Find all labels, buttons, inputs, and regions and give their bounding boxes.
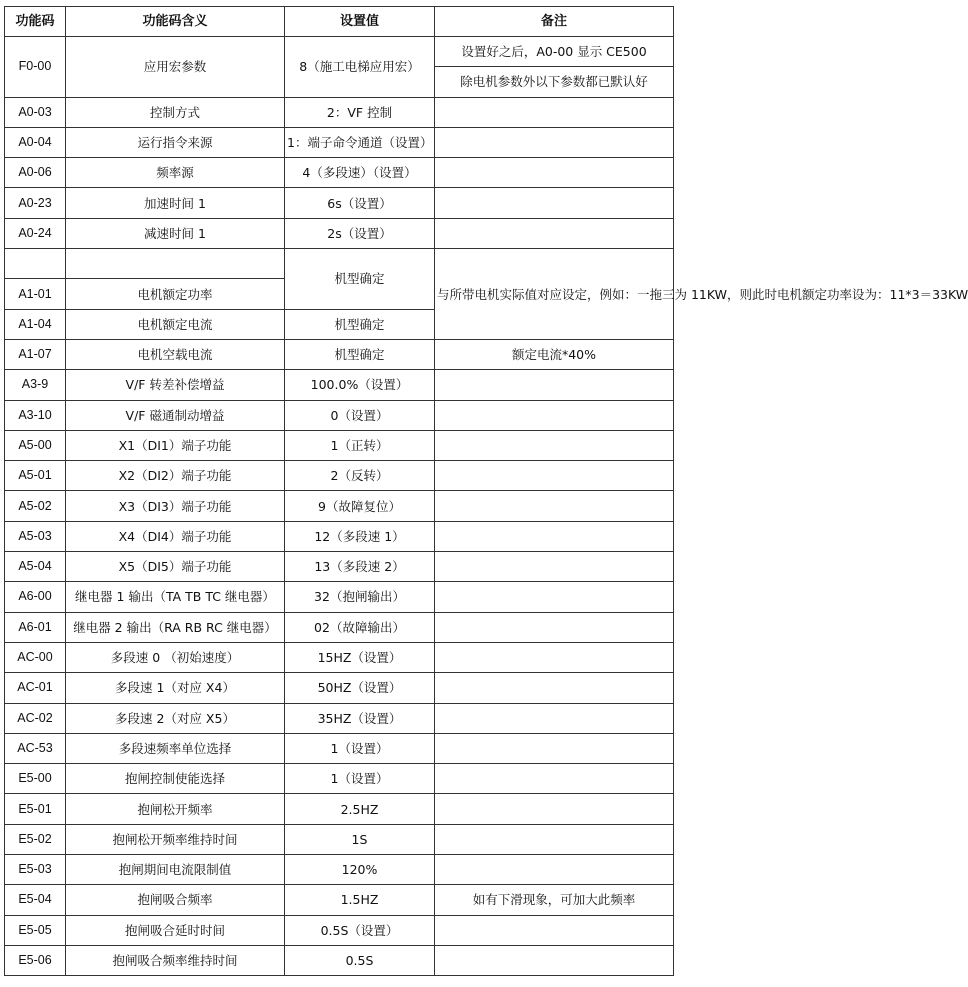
cell-meaning: 多段速 0 （初始速度） (66, 642, 285, 672)
cell-value: 1（正转） (285, 430, 435, 460)
cell-code: A6-01 (5, 612, 66, 642)
cell-code: E5-04 (5, 885, 66, 915)
parameter-rows (5, 370, 674, 976)
cell-meaning: X1（DI1）端子功能 (66, 430, 285, 460)
cell-code: A5-00 (5, 430, 66, 460)
cell-meaning: 频率源 (66, 158, 285, 188)
table-row (5, 218, 674, 248)
table-row (5, 188, 674, 218)
table-row-a1-07 (5, 339, 674, 369)
cell-remark (435, 521, 674, 551)
cell-code: A1-04 (5, 309, 66, 339)
cell-remark: 额定电流*40% (435, 339, 674, 369)
cell-remark-motor-note: 与所带电机实际值对应设定，例如：一拖三为 11KW，则此时电机额定功率设为：11*3＝33KW (435, 249, 674, 340)
cell-meaning: 多段速 1（对应 X4） (66, 673, 285, 703)
cell-meaning: 运行指令来源 (66, 127, 285, 157)
cell-meaning: V/F 转差补偿增益 (66, 370, 285, 400)
cell-code: AC-02 (5, 703, 66, 733)
cell-value: 1（设置） (285, 733, 435, 763)
cell-code: AC-00 (5, 642, 66, 672)
cell-value: 2：VF 控制 (285, 97, 435, 127)
cell-meaning: V/F 磁通制动增益 (66, 400, 285, 430)
cell-remark (435, 733, 674, 763)
table-row (5, 461, 674, 491)
cell-meaning: 多段速 2（对应 X5） (66, 703, 285, 733)
cell-remark (435, 461, 674, 491)
table-row (5, 824, 674, 854)
cell-value: 50HZ（设置） (285, 673, 435, 703)
cell-value: 13（多段速 2） (285, 552, 435, 582)
cell-value: 1.5HZ (285, 885, 435, 915)
cell-remark (435, 945, 674, 975)
cell-meaning: 抱闸控制使能选择 (66, 764, 285, 794)
header-code: 功能码 (5, 7, 66, 37)
cell-remark (435, 642, 674, 672)
cell-value: 8（施工电梯应用宏） (285, 37, 435, 98)
cell-remark (435, 400, 674, 430)
cell-meaning: 抱闸吸合延时时间 (66, 915, 285, 945)
cell-code: A0-06 (5, 158, 66, 188)
cell-code: A1-01 (5, 279, 66, 309)
cell-code: E5-01 (5, 794, 66, 824)
cell-code: A0-03 (5, 97, 66, 127)
cell-meaning: 应用宏参数 (66, 37, 285, 98)
cell-value: 机型确定 (285, 339, 435, 369)
cell-code: AC-53 (5, 733, 66, 763)
table-row (5, 430, 674, 460)
cell-value: 100.0%（设置） (285, 370, 435, 400)
cell-meaning: 加速时间 1 (66, 188, 285, 218)
cell-value: 机型确定 (285, 309, 435, 339)
table-row (5, 794, 674, 824)
cell-remark (435, 188, 674, 218)
table-row (5, 764, 674, 794)
cell-value: 1：端子命令通道（设置） (285, 127, 435, 157)
cell-remark (435, 370, 674, 400)
cell-value: 2.5HZ (285, 794, 435, 824)
table-row (5, 552, 674, 582)
cell-remark (435, 552, 674, 582)
table-row (5, 97, 674, 127)
cell-remark (435, 582, 674, 612)
cell-code: A1-07 (5, 339, 66, 369)
cell-code: A0-24 (5, 218, 66, 248)
cell-meaning: X5（DI5）端子功能 (66, 552, 285, 582)
cell-code: E5-06 (5, 945, 66, 975)
cell-remark: 如有下滑现象，可加大此频率 (435, 885, 674, 915)
table-row (5, 370, 674, 400)
cell-value: 35HZ（设置） (285, 703, 435, 733)
cell-value: 0.5S（设置） (285, 915, 435, 945)
table-row (5, 855, 674, 885)
cell-value: 9（故障复位） (285, 491, 435, 521)
cell-value: 6s（设置） (285, 188, 435, 218)
parameter-table (4, 6, 968, 976)
cell-remark (435, 764, 674, 794)
cell-code: E5-00 (5, 764, 66, 794)
cell-meaning: 控制方式 (66, 97, 285, 127)
cell-value: 2s（设置） (285, 218, 435, 248)
cell-meaning: 电机空载电流 (66, 339, 285, 369)
cell-code-empty (5, 249, 66, 279)
table-row-blank (5, 249, 674, 279)
cell-code: E5-05 (5, 915, 66, 945)
cell-meaning: 电机额定功率 (66, 279, 285, 309)
cell-code: A5-03 (5, 521, 66, 551)
cell-meaning: 抱闸吸合频率维持时间 (66, 945, 285, 975)
cell-value: 15HZ（设置） (285, 642, 435, 672)
cell-value: 120% (285, 855, 435, 885)
header-value: 设置值 (285, 7, 435, 37)
cell-value: 1（设置） (285, 764, 435, 794)
cell-remark (435, 430, 674, 460)
cell-meaning-empty (66, 249, 285, 279)
table-row (5, 521, 674, 551)
table-row (5, 127, 674, 157)
cell-remark (435, 824, 674, 854)
cell-remark (435, 915, 674, 945)
cell-code: F0-00 (5, 37, 66, 98)
cell-meaning: 抱闸吸合频率 (66, 885, 285, 915)
cell-meaning: X4（DI4）端子功能 (66, 521, 285, 551)
table-row (5, 885, 674, 915)
table-row (5, 945, 674, 975)
cell-remark (435, 794, 674, 824)
cell-remark (435, 97, 674, 127)
header-meaning: 功能码含义 (66, 7, 285, 37)
table-row (5, 582, 674, 612)
cell-remark: 设置好之后，A0-00 显示 CE500 (435, 37, 674, 67)
table-row (5, 612, 674, 642)
cell-remark (435, 703, 674, 733)
cell-remark: 除电机参数外以下参数都已默认好 (435, 67, 674, 97)
cell-code: A6-00 (5, 582, 66, 612)
cell-meaning: 减速时间 1 (66, 218, 285, 248)
cell-meaning: X3（DI3）端子功能 (66, 491, 285, 521)
cell-meaning: 电机额定电流 (66, 309, 285, 339)
table-row (5, 733, 674, 763)
cell-code: A5-04 (5, 552, 66, 582)
cell-meaning: 抱闸松开频率维持时间 (66, 824, 285, 854)
cell-code: A3-10 (5, 400, 66, 430)
cell-value: 02（故障输出） (285, 612, 435, 642)
cell-value: 1S (285, 824, 435, 854)
cell-remark (435, 127, 674, 157)
cell-meaning: 继电器 2 输出（RA RB RC 继电器） (66, 612, 285, 642)
cell-code: A0-04 (5, 127, 66, 157)
cell-value: 4（多段速）（设置） (285, 158, 435, 188)
cell-remark (435, 855, 674, 885)
cell-meaning: 多段速频率单位选择 (66, 733, 285, 763)
table-row (5, 158, 674, 188)
cell-code: A0-23 (5, 188, 66, 218)
cell-value: 12（多段速 1） (285, 521, 435, 551)
cell-meaning: 抱闸期间电流限制值 (66, 855, 285, 885)
table-row (5, 915, 674, 945)
table-row (5, 673, 674, 703)
cell-value: 机型确定 (285, 249, 435, 310)
cell-code: E5-03 (5, 855, 66, 885)
cell-value: 0（设置） (285, 400, 435, 430)
cell-remark (435, 218, 674, 248)
cell-code: E5-02 (5, 824, 66, 854)
cell-code: AC-01 (5, 673, 66, 703)
table-row (5, 703, 674, 733)
cell-remark (435, 158, 674, 188)
cell-code: A5-01 (5, 461, 66, 491)
table-row (5, 642, 674, 672)
cell-value: 2（反转） (285, 461, 435, 491)
cell-code: A3-9 (5, 370, 66, 400)
table-row (5, 491, 674, 521)
cell-meaning: X2（DI2）端子功能 (66, 461, 285, 491)
cell-meaning: 抱闸松开频率 (66, 794, 285, 824)
cell-remark (435, 673, 674, 703)
cell-remark (435, 491, 674, 521)
table-row-f0-00 (5, 37, 674, 67)
cell-remark (435, 612, 674, 642)
header-remark: 备注 (435, 7, 674, 37)
header-row (5, 7, 674, 37)
cell-value: 32（抱闸输出） (285, 582, 435, 612)
cell-code: A5-02 (5, 491, 66, 521)
cell-value: 0.5S (285, 945, 435, 975)
cell-meaning: 继电器 1 输出（TA TB TC 继电器） (66, 582, 285, 612)
table-row (5, 400, 674, 430)
